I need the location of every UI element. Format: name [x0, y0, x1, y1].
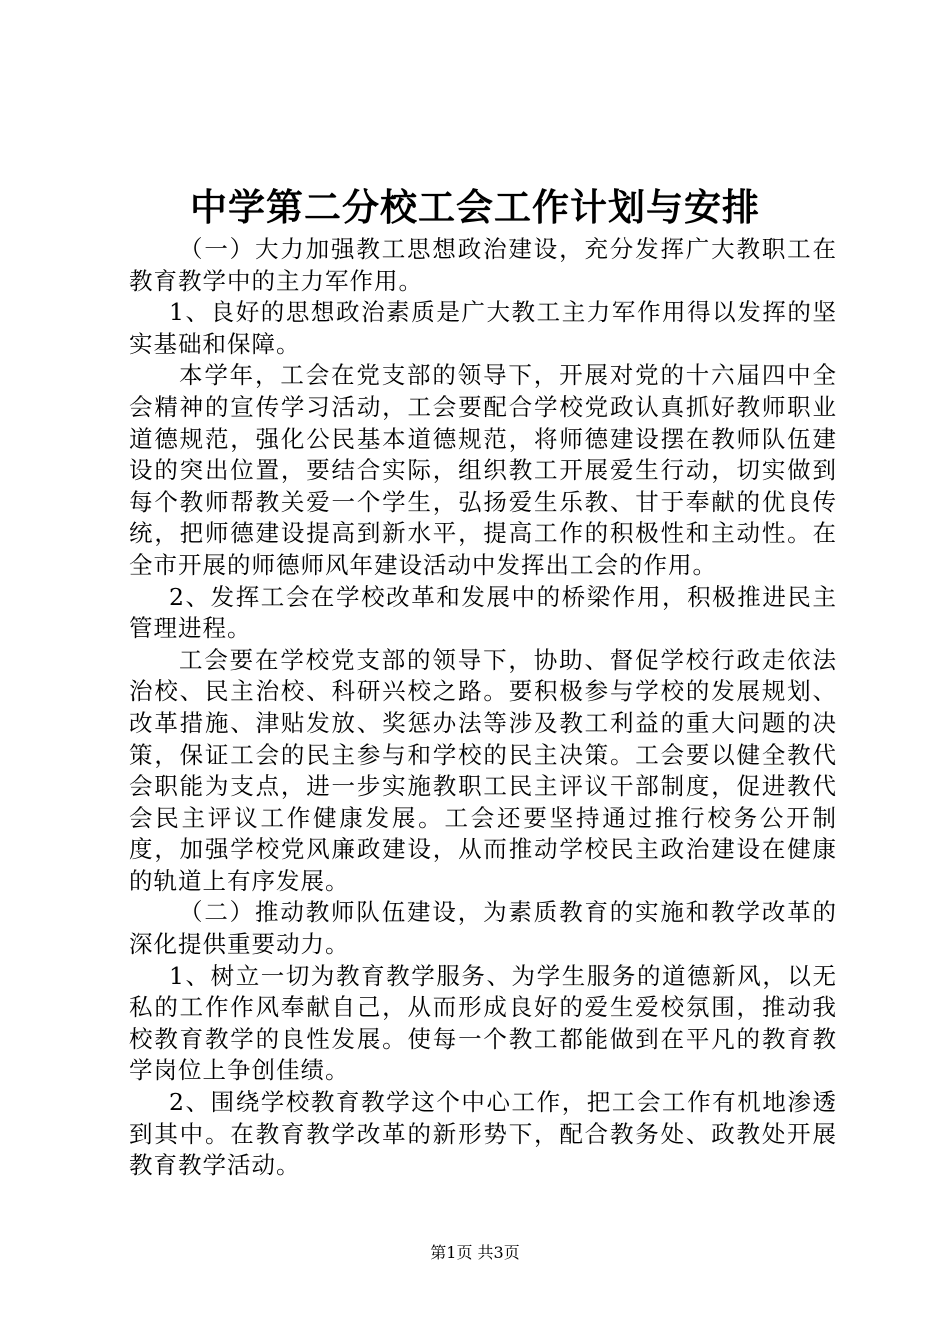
- paragraph-body: 本学年，工会在党支部的领导下，开展对党的十六届四中全会精神的宣传学习活动，工会要配合学校党政认真抓好教师职业道德规范，强化公民基本道德规范，将师德建设摆在教师队伍建设的突出位置，要结合实际，组织教工开展爱生行动，切实做到每个教师帮教关爱一个学生，弘扬爱生乐教、甘于奉献的优良传统，把师德建设提高到新水平，提高工作的积极性和主动性。在全市开展的师德师风年建设活动中发挥出工会的作用。: [129, 361, 837, 579]
- document-body: [129, 234, 837, 1182]
- paragraph-item-2: 2、发挥工会在学校改革和发展中的桥梁作用，积极推进民主管理进程。: [129, 582, 837, 643]
- section-heading-1: （一）大力加强教工思想政治建设，充分发挥广大教职工在教育教学中的主力军作用。: [129, 235, 837, 295]
- document-title: 中学第二分校工会工作计划与安排: [190, 186, 760, 229]
- paragraph-body: 工会要在学校党支部的领导下，协助、督促学校行政走依法治校、民主治校、科研兴校之路。要积极参与学校的发展规划、改革措施、津贴发放、奖惩办法等涉及教工利益的重大问题的决策，保证工会的民主参与和学校的民主决策。工会要以健全教代会职能为支点，进一步实施教职工民主评议干部制度，促进教代会民主评议工作健康发展。工会还要坚持通过推行校务公开制度，加强学校党风廉政建设，从而推动学校民主政治建设在健康的轨道上有序发展。: [129, 645, 837, 895]
- paragraph-item-1: 1、树立一切为教育教学服务、为学生服务的道德新风，以无私的工作作风奉献自己，从而形成良好的爱生爱校氛围，推动我校教育教学的良性发展。使每一个教工都能做到在平凡的教育教学岗位上争创佳绩。: [129, 961, 837, 1085]
- section-heading-2: （二）推动教师队伍建设，为素质教育的实施和教学改革的深化提供重要动力。: [129, 898, 837, 959]
- paragraph-item-1: 1、良好的思想政治素质是广大教工主力军作用得以发挥的坚实基础和保障。: [129, 298, 837, 358]
- paragraph-item-2: 2、围绕学校教育教学这个中心工作，把工会工作有机地渗透到其中。在教育教学改革的新形势下，配合教务处、政教处开展教育教学活动。: [129, 1088, 837, 1180]
- page-number: 第1页 共3页: [430, 1243, 520, 1262]
